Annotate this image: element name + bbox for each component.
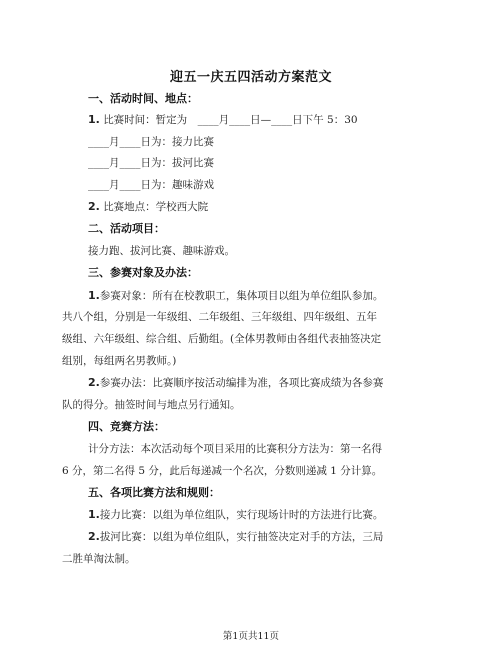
s1-item-2-number: 2.: [88, 200, 100, 213]
s5-item-2-line-1: 拔河比赛：以组为单位组队，实行抽签决定对手的方法，三局: [99, 531, 384, 543]
s1-item-1-number: 1.: [88, 113, 100, 126]
page-footer: 第1页共11页: [222, 631, 280, 642]
s3-item-1-line-1: 参赛对象：所有在校教职工，集体项目以组为单位组队参加。: [99, 290, 384, 302]
s5-item-2-line-2: 二胜单淘汰制。: [62, 553, 136, 565]
s3-item-1-number: 1.: [88, 289, 100, 302]
s1-item-1: [88, 113, 358, 127]
s3-item-1: [88, 289, 383, 303]
s4-line-1: 计分方法：本次活动每个项目采用的比赛积分方法为：第一名得: [88, 443, 382, 455]
s3-item-1-line-3: 级组、六年级组、综合组、后勤组。(全体男教师由各组代表抽签决定: [62, 333, 382, 345]
s4-line-2: 6 分，第二名得 5 分，此后每递减一个名次，分数则递减 1 分计算。: [62, 465, 383, 477]
s3-item-1-line-4: 组别，每组两名男教师。): [62, 355, 177, 367]
section-3-heading: 三、参赛对象及办法：: [88, 266, 198, 279]
s3-item-2: [88, 376, 383, 390]
s3-item-1-line-2: 共八个组，分别是一年级组、二年级组、三年级组、四年级组、五年: [62, 311, 377, 323]
s5-item-2: [88, 530, 383, 544]
document-title: 迎五一庆五四活动方案范文: [169, 70, 332, 85]
section-2-heading: 二、活动项目：: [88, 222, 165, 235]
s5-item-1: [88, 508, 383, 522]
s1-sub-3: ____月____日为：趣味游戏: [88, 179, 214, 191]
s1-sub-1: ____月____日为：接力比赛: [88, 136, 214, 148]
s5-item-1-number: 1.: [88, 508, 100, 521]
s1-item-1-text: 比赛时间：暂定为 ____月____日—____日下午 5：30: [103, 114, 358, 126]
s3-item-2-line-1: 参赛办法：比赛顺序按活动编排为准，各项比赛成绩为各参赛: [99, 377, 384, 389]
s2-text: 接力跑、拔河比赛、趣味游戏。: [88, 245, 235, 257]
section-4-heading: 四、竞赛方法：: [88, 420, 165, 433]
s1-sub-2: ____月____日为：拔河比赛: [88, 157, 214, 169]
section-1-heading: 一、活动时间、地点：: [88, 92, 198, 105]
s3-item-2-line-2: 队的得分。抽签时间与地点另行通知。: [62, 399, 241, 411]
s5-item-2-number: 2.: [88, 530, 100, 543]
s1-item-2: [88, 200, 208, 214]
s5-item-1-text: 接力比赛：以组为单位组队，实行现场计时的方法进行比赛。: [99, 509, 384, 521]
s3-item-2-number: 2.: [88, 376, 100, 389]
section-5-heading: 五、各项比赛方法和规则：: [88, 486, 220, 499]
s1-item-2-text: 比赛地点：学校西大院: [103, 201, 209, 213]
